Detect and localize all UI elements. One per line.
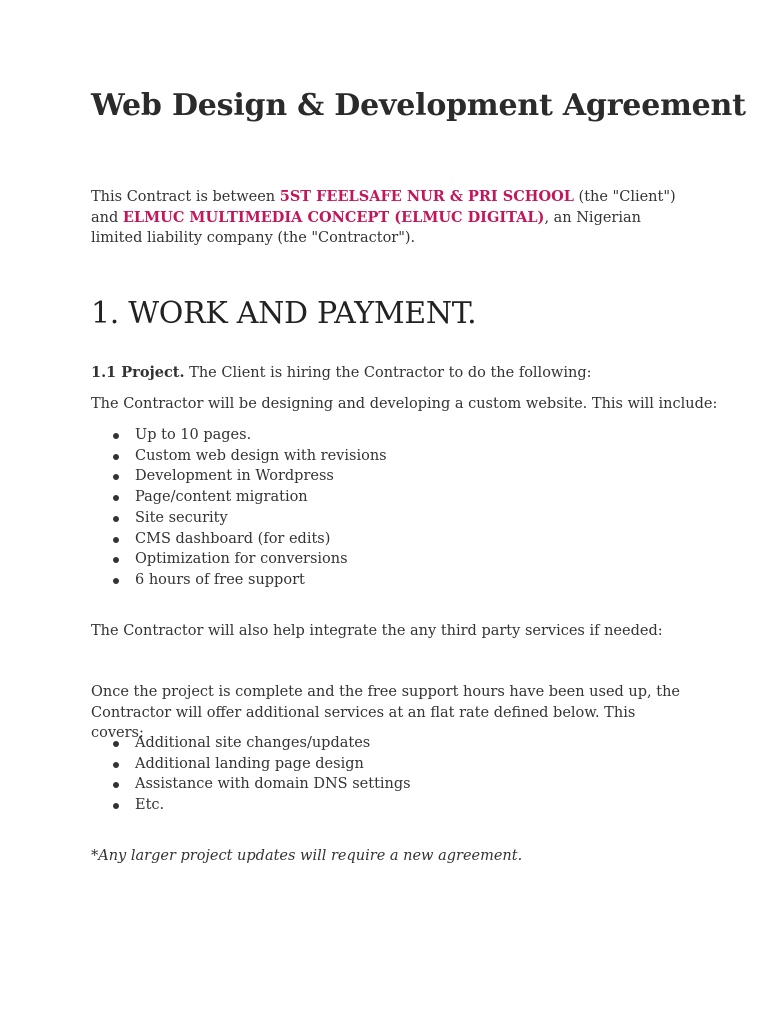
bullet-icon [113,741,119,747]
bullet-icon [113,537,119,543]
list-item [91,754,411,775]
list-item-text: Development in Wordpress [135,468,334,485]
bullet-icon [113,762,119,768]
bullet-icon [113,578,119,584]
bullet-icon [113,495,119,501]
list-item-text: Additional landing page design [135,755,364,772]
bullet-icon [113,474,119,480]
includes-list [91,425,387,591]
list-item [91,570,387,591]
list-item [91,466,387,487]
intro-text-1: This Contract is between [91,189,280,205]
list-item-text: Etc. [135,797,165,814]
additional-services-list [91,733,411,816]
list-item-text: Custom web design with revisions [135,447,387,464]
include-paragraph: The Contractor will be designing and developing a custom website. This will include: [91,396,718,412]
list-item [91,549,387,570]
list-item [91,733,411,754]
intro-paragraph [91,187,681,249]
project-label: 1.1 Project. [91,364,185,381]
list-item-text: 6 hours of free support [135,571,305,588]
bullet-icon [113,803,119,809]
list-item [91,425,387,446]
list-item-text: Page/content migration [135,489,308,506]
list-item [91,529,387,550]
additional-services-paragraph: Once the project is complete and the free support hours have been used up, the Contractor will offer additional services at an flat rate defined below. This covers: [91,684,680,741]
list-item-text: CMS dashboard (for edits) [135,530,331,547]
list-item-text: Additional site changes/updates [135,735,371,751]
project-paragraph [91,363,591,384]
list-item [91,508,387,529]
agreement-note: *Any larger project updates will require a new agreement. [91,848,523,864]
list-item [91,795,411,816]
list-item-text: Optimization for conversions [135,551,348,568]
list-item-text: Site security [135,509,228,526]
intro-text-2: (the "Client") and [91,189,676,226]
intro-text-3: , an Nigerian limited liability company (the "Contractor"). [91,209,641,246]
bullet-icon [113,557,119,563]
list-item-text: Assistance with domain DNS settings [135,776,411,793]
bullet-icon [113,454,119,460]
document-title: Web Design & Development Agreement [91,88,746,123]
bullet-icon [113,433,119,439]
bullet-icon [113,782,119,788]
list-item [91,446,387,467]
contractor-name: ELMUC MULTIMEDIA CONCEPT (ELMUC DIGITAL) [122,208,545,226]
bullet-icon [113,516,119,522]
client-name: 5ST FEELSAFE NUR & PRI SCHOOL [279,188,574,205]
list-item-text: Up to 10 pages. [135,427,252,443]
section-heading-work-payment: 1. WORK AND PAYMENT. [91,296,477,331]
third-party-paragraph: The Contractor will also help integrate the any third party services if needed: [91,623,663,639]
project-text: The Client is hiring the Contractor to do the following: [184,365,592,381]
list-item [91,487,387,508]
list-item [91,774,411,795]
